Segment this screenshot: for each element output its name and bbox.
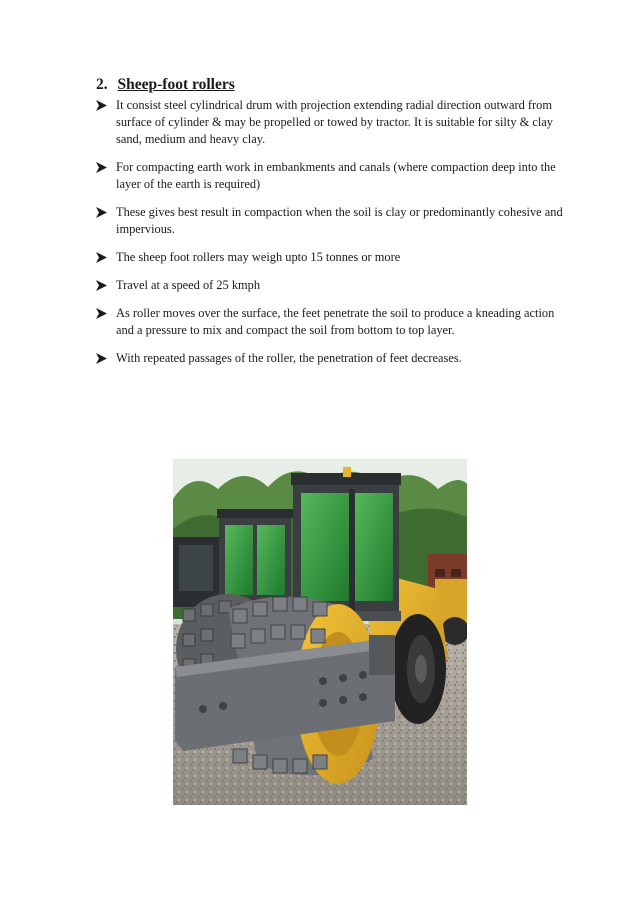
bullet-item	[96, 97, 566, 148]
bullet-item	[96, 249, 566, 266]
section-number: 2.	[96, 76, 108, 93]
section-heading	[96, 76, 235, 94]
roller-illustration	[173, 459, 467, 805]
bullet-text: With repeated passages of the roller, the penetration of feet decreases.	[116, 351, 462, 365]
bullet-item	[96, 350, 566, 367]
sheep-foot-roller-photo	[173, 459, 467, 805]
arrow-bullet-icon	[96, 207, 107, 218]
bullet-text: As roller moves over the surface, the feet penetrate the soil to produce a kneading action and a pressure to mix and compact the soil from bottom to top layer.	[116, 306, 555, 337]
section-title: Sheep-foot rollers	[117, 76, 235, 93]
bullet-text: For compacting earth work in embankments and canals (where compaction deep into the layer of the earth is required)	[116, 160, 556, 191]
arrow-bullet-icon	[96, 252, 107, 263]
arrow-bullet-icon	[96, 308, 107, 319]
arrow-bullet-icon	[96, 162, 107, 173]
arrow-bullet-icon	[96, 280, 107, 291]
bullet-list	[96, 97, 566, 378]
bullet-text: The sheep foot rollers may weigh upto 15 tonnes or more	[116, 250, 401, 264]
bullet-item	[96, 204, 566, 238]
arrow-bullet-icon	[96, 353, 107, 364]
bullet-item	[96, 305, 566, 339]
bullet-text: Travel at a speed of 25 kmph	[116, 278, 261, 292]
bullet-text: These gives best result in compaction when the soil is clay or predominantly cohesive and impervious.	[116, 205, 563, 236]
bullet-item	[96, 277, 566, 294]
bullet-item	[96, 159, 566, 193]
arrow-bullet-icon	[96, 100, 107, 111]
bullet-text: It consist steel cylindrical drum with projection extending radial direction outward from surface of cylinder & may be propelled or towed by tractor. It is suitable for silty & clay sand, medium and heavy clay.	[116, 98, 553, 146]
